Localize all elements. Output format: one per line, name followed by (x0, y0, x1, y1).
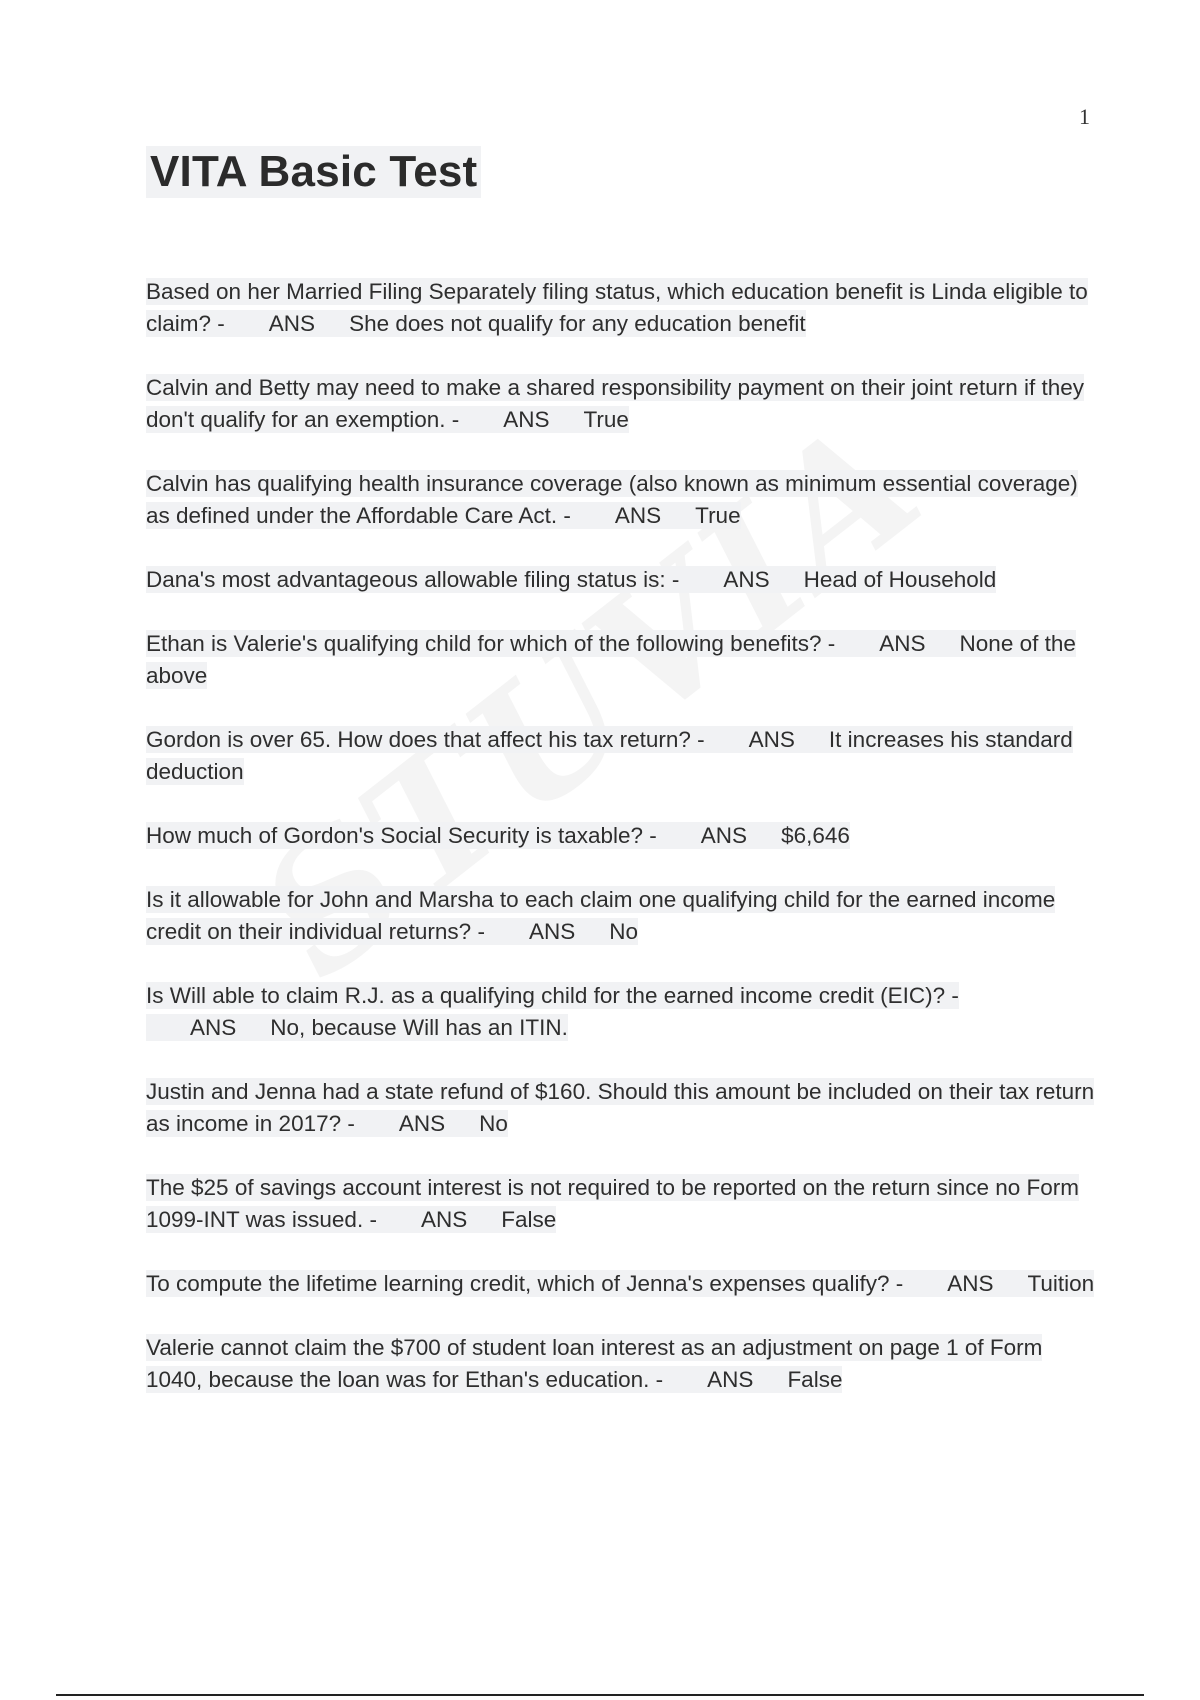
qa-item-7 (146, 820, 1096, 852)
question-separator: - (697, 727, 705, 752)
ans-label: ANS (700, 823, 748, 848)
ans-label: ANS (723, 567, 770, 592)
ans-label: ANS (947, 1271, 994, 1296)
qa-item-5 (146, 628, 1096, 692)
answer-text: No (609, 919, 638, 944)
ans-label: ANS (268, 311, 316, 336)
ans-label: ANS (503, 407, 550, 432)
answer-text: Head of Household (803, 567, 997, 592)
qa-item-11 (146, 1172, 1096, 1236)
ans-label: ANS (748, 727, 795, 752)
qa-item-1 (146, 276, 1096, 340)
answer-text: False (787, 1367, 843, 1392)
ans-label: ANS (614, 503, 662, 528)
answer-text: No, because Will has an ITIN. (270, 1015, 568, 1040)
qa-item-13 (146, 1332, 1096, 1396)
question-separator: - (477, 919, 485, 944)
answer-text: She does not qualify for any education benefit (349, 311, 806, 336)
question-text: Is Will able to claim R.J. as a qualifying child for the earned income credit (EIC)? (146, 983, 946, 1008)
question-text: Justin and Jenna had a state refund of $160. Should this amount be included on their tax return as income in 2017? (146, 1079, 1095, 1136)
qa-item-9 (146, 980, 1096, 1044)
answer-text: None of the above (146, 631, 1076, 688)
question-text: Gordon is over 65. How does that affect his tax return? (146, 727, 691, 752)
question-text: Ethan is Valerie's qualifying child for which of the following benefits? (146, 631, 822, 656)
page-number: 1 (1079, 104, 1090, 129)
qa-item-10 (146, 1076, 1096, 1140)
question-text: Calvin has qualifying health insurance coverage (also known as minimum essential coverage) as defined under the Affordable Care Act. (146, 471, 1078, 528)
ans-label: ANS (190, 1015, 237, 1040)
question-text: How much of Gordon's Social Security is taxable? (146, 823, 644, 848)
question-text: Is it allowable for John and Marsha to each claim one qualifying child for the earned income credit on their individual returns? (146, 887, 1056, 944)
question-text: The $25 of savings account interest is not required to be reported on the return since no Form 1099-INT was issued. (146, 1175, 1080, 1232)
answer-text: $6,646 (781, 823, 850, 848)
ans-label: ANS (879, 631, 926, 656)
ans-label: ANS (398, 1111, 446, 1136)
footer-divider (56, 1694, 1144, 1696)
question-separator: - (951, 983, 959, 1008)
qa-item-6 (146, 724, 1096, 788)
question-separator: - (369, 1207, 377, 1232)
ans-label: ANS (420, 1207, 468, 1232)
answer-text: True (695, 503, 741, 528)
question-text: Based on her Married Filing Separately filing status, which education benefit is Linda eligible to claim? (146, 279, 1088, 336)
qa-item-2 (146, 372, 1096, 436)
question-text: Valerie cannot claim the $700 of student loan interest as an adjustment on page 1 of Form 1040, because the loan was for Ethan's education. (146, 1335, 1043, 1392)
answer-text: Tuition (1027, 1271, 1095, 1296)
question-text: Calvin and Betty may need to make a shared responsibility payment on their joint return if they don't qualify for an exemption. (146, 375, 1084, 432)
qa-item-8 (146, 884, 1096, 948)
question-separator: - (649, 823, 657, 848)
question-separator: - (895, 1271, 904, 1296)
question-separator: - (347, 1111, 355, 1136)
question-separator: - (217, 311, 225, 336)
qa-item-12 (146, 1268, 1096, 1300)
answer-text: No (479, 1111, 508, 1136)
answer-text: True (583, 407, 629, 432)
answer-text: It increases his standard deduction (146, 727, 1073, 784)
answer-text: False (501, 1207, 557, 1232)
question-separator: - (563, 503, 571, 528)
qa-item-3 (146, 468, 1096, 532)
question-answer-list (146, 276, 1096, 1428)
qa-item-4 (146, 564, 1096, 596)
question-separator: - (655, 1367, 664, 1392)
page-title: VITA Basic Test (146, 146, 481, 198)
ans-label: ANS (707, 1367, 754, 1392)
ans-label: ANS (528, 919, 576, 944)
question-separator: - (451, 407, 460, 432)
question-separator: - (671, 567, 680, 592)
question-text: Dana's most advantageous allowable filing status is: (146, 567, 666, 592)
question-text: To compute the lifetime learning credit, which of Jenna's expenses qualify? (146, 1271, 890, 1296)
question-separator: - (827, 631, 836, 656)
